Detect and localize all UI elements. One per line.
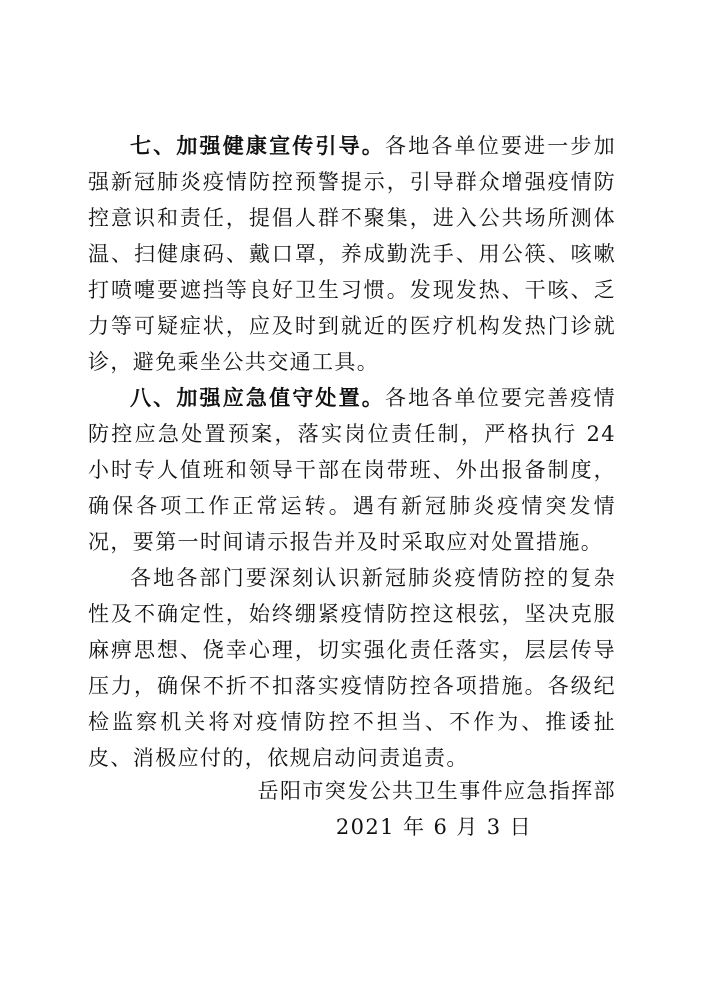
issuing-organization: 岳阳市突发公共卫生事件应急指挥部 (257, 779, 616, 803)
section-eight-paragraph (88, 380, 616, 560)
section-seven-heading: 七、加强健康宣传引导。 (130, 134, 385, 158)
closing-paragraph: 各地各部门要深刻认识新冠肺炎疫情防控的复杂性及不确定性，始终绷紧疫情防控这根弦，坚决克服麻痹思想、侥幸心理，切实强化责任落实，层层传导压力，确保不折不扣落实疫情防控各项措施。各级纪检监察机关将对疫情防控不担当、不作为、推诿扯皮、消极应付的，依规启动问责追责。 (88, 566, 616, 770)
document-body (88, 128, 616, 776)
section-eight-heading: 八、加强应急值守处置。 (130, 386, 385, 410)
section-seven-text: 各地各单位要进一步加强新冠肺炎疫情防控预警提示，引导群众增强疫情防控意识和责任，提倡人群不聚集，进入公共场所测体温、扫健康码、戴口罩，养成勤洗手、用公筷、咳嗽打喷嚏要遮挡等良好卫生习惯。发现发热、干咳、乏力等可疑症状，应及时到就近的医疗机构发热门诊就诊，避免乘坐公共交通工具。 (88, 134, 617, 374)
issue-date: 2021 年 6 月 3 日 (335, 815, 532, 839)
section-eight-text: 各地各单位要完善疫情防控应急处置预案，落实岗位责任制，严格执行 24 小时专人值班和领导干部在岗带班、外出报备制度，确保各项工作正常运转。遇有新冠肺炎疫情突发情况，要第一时间请示报告并及时采取应对处置措施。 (88, 386, 617, 554)
section-seven-paragraph (88, 128, 616, 380)
signature-block (258, 773, 616, 845)
